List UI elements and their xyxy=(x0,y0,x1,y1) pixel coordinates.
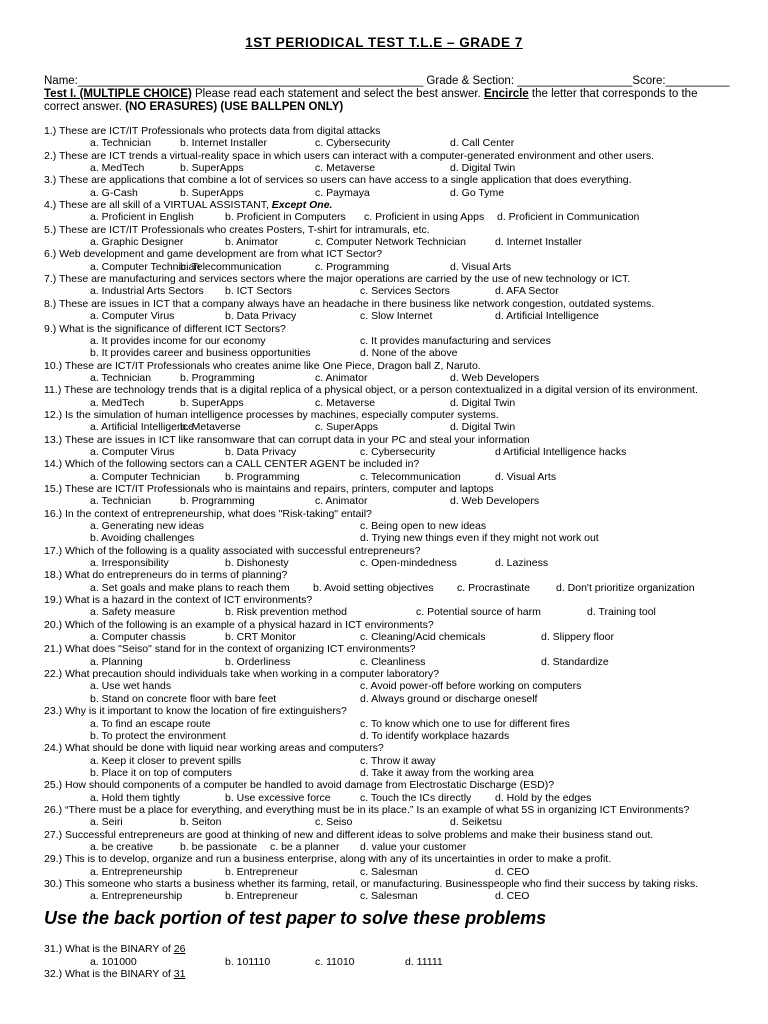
question xyxy=(0,569,768,594)
question-stem xyxy=(0,483,768,495)
answer-option[interactable]: a. Entrepreneurship xyxy=(90,890,183,903)
question-stem xyxy=(0,434,768,446)
options-row xyxy=(0,841,768,853)
answer-option[interactable]: c. Salesman xyxy=(360,865,418,878)
answer-option[interactable]: a. Computer Technician xyxy=(90,260,201,273)
options-row xyxy=(0,471,768,483)
answer-option[interactable]: b. SuperApps xyxy=(180,162,244,175)
question-stem xyxy=(0,968,768,981)
answer-option[interactable]: a. Generating new ideas xyxy=(90,520,204,532)
question xyxy=(0,594,768,619)
answer-option[interactable]: d. Visual Arts xyxy=(450,260,512,273)
answer-option[interactable]: d. Take it away from the working area xyxy=(360,766,534,779)
options-row xyxy=(0,557,768,569)
answer-option[interactable]: c. Throw it away xyxy=(360,754,436,767)
answer-option[interactable]: b. Stand on concrete floor with bare feet xyxy=(90,692,277,705)
question-stem xyxy=(0,248,768,260)
answer-option[interactable]: a. Technician xyxy=(90,495,152,508)
answer-option[interactable]: b. SuperApps xyxy=(180,186,244,199)
answer-option[interactable]: c. Avoid power-off before working on computers xyxy=(360,680,582,693)
question xyxy=(0,779,768,804)
options-row xyxy=(0,656,768,668)
answer-option[interactable]: a. Graphic Designer xyxy=(90,236,184,249)
options-row xyxy=(0,446,768,458)
answer-option[interactable]: c. Slow Internet xyxy=(360,310,433,323)
answer-option[interactable]: d. Hold by the edges xyxy=(495,791,592,804)
options-row xyxy=(0,310,768,322)
binary-question xyxy=(0,968,768,981)
question xyxy=(0,705,768,742)
options-row xyxy=(0,582,768,594)
answer-option[interactable]: d. Seiketsu xyxy=(450,816,502,829)
answer-option[interactable]: d. Don't prioritize organization xyxy=(556,581,695,594)
options-row xyxy=(0,755,768,767)
question-text: 2.) These are ICT trends a virtual-reality space in which users can interact with a computer-generated environment and other users. xyxy=(44,149,655,162)
answer-option[interactable]: c. Salesman xyxy=(360,890,418,903)
answer-option[interactable]: a. Technician xyxy=(90,371,152,384)
question-text: 31.) What is the BINARY of xyxy=(44,943,174,955)
question-text: 9.) What is the significance of different ICT Sectors? xyxy=(44,322,286,335)
part-label: Test I. (MULTIPLE CHOICE) xyxy=(44,88,192,100)
answer-option[interactable]: d. Proficient in Communication xyxy=(497,211,640,224)
answer-option[interactable]: c. be a planner xyxy=(270,840,340,853)
question xyxy=(0,458,768,483)
answer-option[interactable]: d. Digital Twin xyxy=(450,421,516,434)
question-text: 5.) These are ICT/IT Professionals who creates Posters, T-shirt for intramurals, etc. xyxy=(44,223,430,236)
answer-option[interactable]: d. Digital Twin xyxy=(450,396,516,409)
question xyxy=(0,150,768,175)
question xyxy=(0,853,768,878)
answer-option[interactable]: d. CEO xyxy=(495,890,530,903)
options-row xyxy=(0,631,768,643)
answer-option[interactable]: a. Irresponsibility xyxy=(90,557,169,570)
answer-option[interactable]: c. Cybersecurity xyxy=(360,445,436,458)
answer-option[interactable]: b. To protect the environment xyxy=(90,729,226,742)
answer-option[interactable]: d. Always ground or discharge oneself xyxy=(360,692,538,705)
question xyxy=(0,434,768,459)
answer-option[interactable]: d. Visual Arts xyxy=(495,470,557,483)
answer-option[interactable]: b. Proficient in Computers xyxy=(225,211,346,224)
question-stem xyxy=(0,619,768,631)
answer-option[interactable]: c. Animator xyxy=(315,371,368,384)
question-text: 30.) This someone who starts a business whether its farming, retail, or manufacturing. Businesspeople who find their success by taking risks. xyxy=(44,877,699,890)
question-text: 24.) What should be done with liquid near working areas and computers? xyxy=(44,742,384,755)
answer-option[interactable]: c. Cybersecurity xyxy=(315,137,391,150)
answer-option[interactable]: b. SuperApps xyxy=(180,396,244,409)
question-stem xyxy=(0,224,768,236)
question-text: 29.) This is to develop, organize and run a business enterprise, along with any of its uncertainties in order to make a profit. xyxy=(44,853,612,866)
answer-option[interactable]: a. Keep it closer to prevent spills xyxy=(90,754,242,767)
options-row xyxy=(0,397,768,409)
answer-option[interactable]: c. Being open to new ideas xyxy=(360,520,487,532)
answer-option[interactable]: d. None of the above xyxy=(360,347,458,360)
answer-option[interactable]: a. Set goals and make plans to reach them xyxy=(90,581,290,594)
question xyxy=(0,248,768,273)
question xyxy=(0,619,768,644)
answer-option[interactable]: a. Entrepreneurship xyxy=(90,865,183,878)
question-text: 20.) Which of the following is an example of a physical hazard in ICT environments? xyxy=(44,618,434,631)
question-stem xyxy=(0,804,768,816)
question-text: 22.) What precaution should individuals take when working in a computer laboratory? xyxy=(44,668,440,681)
answer-option[interactable]: b. Risk prevention method xyxy=(225,606,347,619)
answer-option[interactable]: a. MedTech xyxy=(90,162,145,175)
question-emphasis: Except One. xyxy=(271,199,333,212)
answer-option[interactable]: a. Hold them tightly xyxy=(90,791,180,804)
question-stem xyxy=(0,829,768,841)
answer-option[interactable]: c. Procrastinate xyxy=(457,581,530,594)
options-row xyxy=(0,187,768,199)
question-text: 16.) In the context of entrepreneurship, what does "Risk-taking" entail? xyxy=(44,507,372,520)
answer-option[interactable]: b. ICT Sectors xyxy=(225,285,292,298)
question xyxy=(0,829,768,854)
question xyxy=(0,545,768,570)
question-stem xyxy=(0,409,768,421)
answer-option[interactable]: b. Seiton xyxy=(180,816,222,829)
question xyxy=(0,409,768,434)
instructions-text-2: the letter that corresponds to the correct answer. xyxy=(44,88,698,113)
question-stem xyxy=(0,150,768,162)
question-text: 18.) What do entrepreneurs do in terms of planning? xyxy=(44,569,288,582)
answer-option[interactable]: d. CEO xyxy=(495,865,530,878)
question-stem xyxy=(0,273,768,285)
options-row xyxy=(0,956,768,968)
question-text: 12.) Is the simulation of human intelligence processes by machines, especially computer systems. xyxy=(44,408,499,421)
options-row xyxy=(0,730,768,742)
answer-option[interactable]: a. Technician xyxy=(90,137,152,150)
options-row xyxy=(0,347,768,359)
question-text: 23.) Why is it important to know the location of fire extinguishers? xyxy=(44,705,347,718)
name-grade-score-line: Name:______________________________________________________ Grade & Section: __________________Score:__________ xyxy=(44,75,730,87)
answer-option[interactable]: c. Potential source of harm xyxy=(416,606,541,619)
question-stem xyxy=(0,668,768,680)
options-row xyxy=(0,211,768,223)
question-text: 15.) These are ICT/IT Professionals who is maintains and repairs, printers, computer and laptops xyxy=(44,482,494,495)
answer-option[interactable]: c. Cleanliness xyxy=(360,655,426,668)
question xyxy=(0,224,768,249)
question-text: 14.) Which of the following sectors can a CALL CENTER AGENT be included in? xyxy=(44,458,420,471)
question xyxy=(0,804,768,829)
answer-option[interactable]: d. Digital Twin xyxy=(450,162,516,175)
page-title: 1ST PERIODICAL TEST T.L.E – GRADE 7 xyxy=(245,35,523,50)
question-text: 21.) What does "Seiso" stand for in the context of organizing ICT environments? xyxy=(44,643,416,656)
answer-option[interactable]: a. Computer chassis xyxy=(90,631,186,644)
answer-option[interactable]: a. To find an escape route xyxy=(90,717,211,730)
answer-option[interactable]: d. Web Developers xyxy=(450,495,540,508)
answer-option[interactable]: d. Trying new things even if they might not work out xyxy=(360,532,599,545)
question-stem xyxy=(0,323,768,335)
answer-option[interactable]: c. To know which one to use for different fires xyxy=(360,717,570,730)
answer-option[interactable]: b. Programming xyxy=(180,495,255,508)
answer-option[interactable]: b. It provides career and business opportunities xyxy=(90,347,311,360)
options-row xyxy=(0,718,768,730)
answer-option[interactable]: b. Telecommunication xyxy=(180,260,282,273)
question-stem xyxy=(0,779,768,791)
answer-option[interactable]: c. Metaverse xyxy=(315,162,376,175)
answer-option[interactable]: c. Proficient in using Apps xyxy=(364,211,485,224)
binary-question-list xyxy=(0,943,768,980)
question xyxy=(0,125,768,150)
question xyxy=(0,323,768,360)
answer-option[interactable]: c. SuperApps xyxy=(315,421,379,434)
question-stem xyxy=(0,943,768,956)
question-stem xyxy=(0,878,768,890)
question-text: 13.) These are issues in ICT like ransomware that can corrupt data in your PC and steal your information xyxy=(44,433,530,446)
options-row xyxy=(0,606,768,618)
answer-option[interactable]: d. Standardize xyxy=(541,655,609,668)
question-text: 27.) Successful entrepreneurs are good at thinking of new and different ideas to solve problems and make their business stand out. xyxy=(44,828,654,841)
binary-question xyxy=(0,943,768,968)
answer-option[interactable]: d. 11111 xyxy=(405,955,443,968)
answer-option[interactable]: b. Data Privacy xyxy=(225,310,297,323)
options-row xyxy=(0,261,768,273)
question-stem xyxy=(0,125,768,137)
answer-option[interactable]: a. Computer Virus xyxy=(90,310,175,323)
answer-option[interactable]: d. value your customer xyxy=(360,840,467,853)
answer-option[interactable]: d. Internet Installer xyxy=(495,236,582,249)
question-stem xyxy=(0,705,768,717)
answer-option[interactable]: d. Web Developers xyxy=(450,371,540,384)
options-row xyxy=(0,680,768,692)
encircle-word: Encircle xyxy=(483,88,529,100)
question-stem xyxy=(0,298,768,310)
answer-option[interactable]: c. Metaverse xyxy=(315,396,376,409)
answer-option[interactable]: b. Place it on top of computers xyxy=(90,766,232,779)
answer-option[interactable]: d. AFA Sector xyxy=(495,285,559,298)
question xyxy=(0,878,768,903)
answer-option[interactable]: a. Seiri xyxy=(90,816,123,829)
question-stem xyxy=(0,174,768,186)
question xyxy=(0,298,768,323)
question-text: 6.) Web development and game development are from what ICT Sector? xyxy=(44,248,383,261)
question xyxy=(0,643,768,668)
question-text: 32.) What is the BINARY of xyxy=(44,967,174,980)
answer-option[interactable]: c. 11010 xyxy=(315,955,355,968)
question-stem xyxy=(0,458,768,470)
answer-option[interactable]: c. Paymaya xyxy=(315,186,370,199)
answer-option[interactable]: d. Artificial Intelligence xyxy=(495,310,599,323)
question-text: 19.) What is a hazard in the context of ICT environments? xyxy=(44,594,313,607)
answer-option[interactable]: b. Entrepreneur xyxy=(225,890,298,903)
answer-option[interactable]: c. Cleaning/Acid chemicals xyxy=(360,631,486,644)
answer-option[interactable]: c. Open-mindedness xyxy=(360,557,457,570)
answer-option[interactable]: d. Slippery floor xyxy=(541,631,614,644)
answer-option[interactable]: b. be passionate xyxy=(180,840,258,853)
answer-option[interactable]: c. Animator xyxy=(315,495,368,508)
answer-option[interactable]: a. MedTech xyxy=(90,396,145,409)
question-text: 3.) These are applications that combine a lot of services so users can have access to a single application that does everything. xyxy=(44,174,632,187)
question-text: 7.) These are manufacturing and services sectors where the major operations are carried by the use of new technology or ICT. xyxy=(44,273,631,286)
question-stem xyxy=(0,384,768,396)
answer-option[interactable]: c. Touch the ICs directly xyxy=(360,791,472,804)
question-stem xyxy=(0,508,768,520)
question xyxy=(0,199,768,224)
options-row xyxy=(0,693,768,705)
answer-option[interactable]: b. Metaverse xyxy=(180,421,241,434)
answer-option[interactable]: c. Telecommunication xyxy=(360,470,461,483)
answer-option[interactable]: b. Entrepreneur xyxy=(225,865,298,878)
question xyxy=(0,273,768,298)
answer-option[interactable]: b. CRT Monitor xyxy=(225,631,296,644)
question-text: 11.) These are technology trends that is a digital replica of a physical object, or a person contextualized in a digital version of its environment. xyxy=(44,384,698,397)
answer-option[interactable]: a. be creative xyxy=(90,840,154,853)
question xyxy=(0,360,768,385)
question xyxy=(0,668,768,705)
question xyxy=(0,742,768,779)
options-row xyxy=(0,495,768,507)
options-row xyxy=(0,792,768,804)
answer-option[interactable]: b. Programming xyxy=(225,470,300,483)
answer-option[interactable]: c. Services Sectors xyxy=(360,285,450,298)
answer-option[interactable]: b. Programming xyxy=(180,371,255,384)
options-row xyxy=(0,162,768,174)
question xyxy=(0,508,768,545)
answer-option[interactable]: d. Laziness xyxy=(495,557,549,570)
answer-option[interactable]: d. To identify workplace hazards xyxy=(360,729,510,742)
question xyxy=(0,384,768,409)
answer-option[interactable]: b. Dishonesty xyxy=(225,557,289,570)
answer-option[interactable]: a. Use wet hands xyxy=(90,680,172,693)
question-stem xyxy=(0,643,768,655)
answer-option[interactable]: b. Use excessive force xyxy=(225,791,331,804)
binary-number: 31 xyxy=(173,967,186,980)
answer-option[interactable]: a. G-Cash xyxy=(90,186,138,199)
question-text: 26.) “There must be a place for everything, and everything must be in its place.” Is an example of what 5S in organizing ICT Environments? xyxy=(44,803,690,816)
binary-number: 26 xyxy=(173,943,186,955)
options-row xyxy=(0,890,768,902)
question-text: 1.) These are ICT/IT Professionals who protects data from digital attacks xyxy=(44,125,381,137)
question-stem xyxy=(0,360,768,372)
answer-option[interactable]: b. Avoid setting objectives xyxy=(313,581,434,594)
question-stem xyxy=(0,199,768,211)
options-row xyxy=(0,421,768,433)
question-text: 4.) These are all skill of a VIRTUAL ASSISTANT, xyxy=(44,199,272,212)
test-instructions xyxy=(44,88,724,114)
answer-option[interactable]: c. It provides manufacturing and services xyxy=(360,334,551,347)
question-stem xyxy=(0,569,768,581)
options-row xyxy=(0,285,768,297)
options-row xyxy=(0,236,768,248)
answer-option[interactable]: d. Go Tyme xyxy=(450,186,505,199)
question-list xyxy=(0,125,768,903)
options-row xyxy=(0,866,768,878)
answer-option[interactable]: a. Artificial Intelligence xyxy=(90,421,194,434)
options-row xyxy=(0,335,768,347)
answer-option[interactable]: c. Programming xyxy=(315,260,390,273)
options-row xyxy=(0,137,768,149)
answer-option[interactable]: a. Safety measure xyxy=(90,606,176,619)
answer-option[interactable]: a. Industrial Arts Sectors xyxy=(90,285,204,298)
instructions-text: Please read each statement and select the best answer. xyxy=(191,88,484,100)
answer-option[interactable]: b. Internet Installer xyxy=(180,137,267,150)
answer-option[interactable]: b. 101110 xyxy=(225,955,271,968)
question-stem xyxy=(0,545,768,557)
options-row xyxy=(0,520,768,532)
answer-option[interactable]: a. Planning xyxy=(90,655,143,668)
options-row xyxy=(0,372,768,384)
answer-option[interactable]: d. Training tool xyxy=(587,606,656,619)
question xyxy=(0,174,768,199)
question-text: 10.) These are ICT/IT Professionals who creates anime like One Piece, Dragon ball Z, Naruto. xyxy=(44,359,481,372)
back-portion-note: Use the back portion of test paper to solve these problems xyxy=(44,908,547,928)
question-text: 8.) These are issues in ICT that a company always have an headache in there business like network congestion, outdated systems. xyxy=(44,297,655,310)
answer-option[interactable]: a. Computer Technician xyxy=(90,470,201,483)
answer-option[interactable]: a. Proficient in English xyxy=(90,211,194,224)
question-stem xyxy=(0,853,768,865)
answer-option[interactable]: b. Avoiding challenges xyxy=(90,532,195,545)
question-stem xyxy=(0,742,768,754)
no-erasures-note: (NO ERASURES) (USE BALLPEN ONLY) xyxy=(125,101,344,113)
answer-option[interactable]: b. Data Privacy xyxy=(225,445,297,458)
answer-option[interactable]: a. Computer Virus xyxy=(90,445,175,458)
answer-option[interactable]: a. 101000 xyxy=(90,955,137,968)
answer-option[interactable]: d. Call Center xyxy=(450,137,515,150)
question-stem xyxy=(0,594,768,606)
question-text: 17.) Which of the following is a quality associated with successful entrepreneurs? xyxy=(44,544,421,557)
options-row xyxy=(0,816,768,828)
answer-option[interactable]: b. Animator xyxy=(225,236,279,249)
options-row xyxy=(0,532,768,544)
answer-option[interactable]: c. Seiso xyxy=(315,816,353,829)
question-text: 25.) How should components of a computer be handled to avoid damage from Electrostatic Discharge (ESD)? xyxy=(44,779,555,792)
answer-option[interactable]: d Artificial Intelligence hacks xyxy=(495,445,627,458)
answer-option[interactable]: b. Orderliness xyxy=(225,655,291,668)
options-row xyxy=(0,767,768,779)
question xyxy=(0,483,768,508)
answer-option[interactable]: a. It provides income for our economy xyxy=(90,334,266,347)
answer-option[interactable]: c. Computer Network Technician xyxy=(315,236,466,249)
